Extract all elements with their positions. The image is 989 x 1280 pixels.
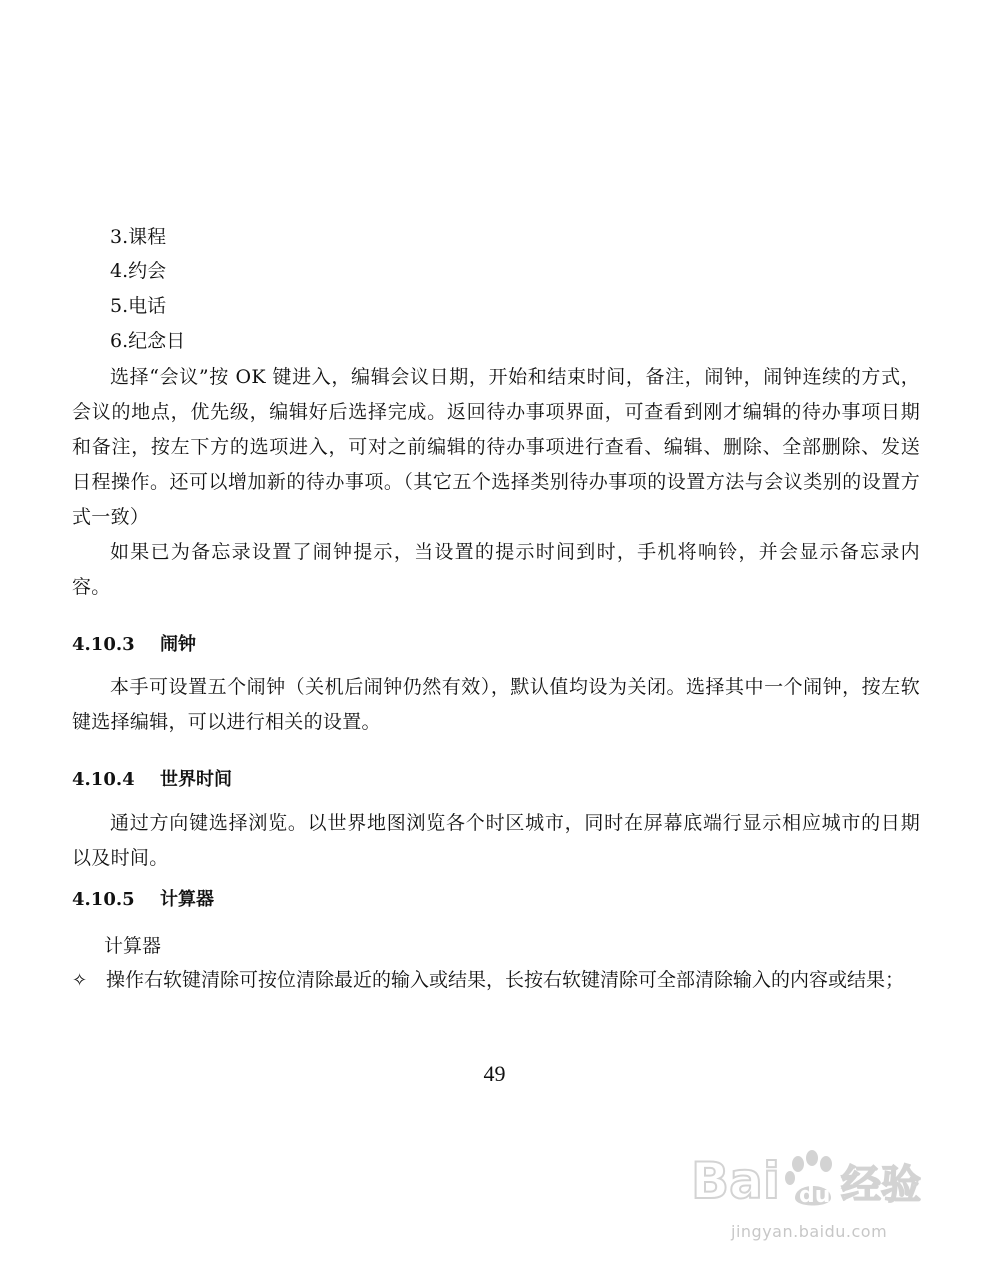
section-title: 世界时间 bbox=[160, 769, 232, 790]
bullet-text: 操作右软键清除可按位清除最近的输入或结果，长按右软键清除可全部清除输入的内容或结果； bbox=[106, 969, 905, 991]
paragraph-alarm: 本手可设置五个闹钟（关机后闹钟仍然有效），默认值均设为关闭。选择其中一个闹钟，按左软键选择编辑，可以进行相关的设置。 bbox=[72, 676, 920, 733]
section-number: 4.10.3 bbox=[72, 634, 135, 655]
four-point-star-icon: ✧ bbox=[72, 970, 88, 991]
section-number: 4.10.4 bbox=[72, 769, 135, 790]
paragraph-alarm-note: 如果已为备忘录设置了闹钟提示，当设置的提示时间到时，手机将响铃，并会显示备忘录内容。 bbox=[72, 541, 920, 598]
page-number: 49 bbox=[483, 1061, 506, 1086]
section-number: 4.10.5 bbox=[72, 889, 135, 910]
section-title: 闹钟 bbox=[160, 634, 196, 655]
baidu-jingyan-logo bbox=[691, 1142, 931, 1218]
paragraph-meeting: 选择“会议”按 OK 键进入，编辑会议日期，开始和结束时间，备注，闹钟，闹钟连续的方式，会议的地点，优先级，编辑好后选择完成。返回待办事项界面，可查看到刚才编辑的待办事项日期和备注，按左下方的选项进入，可对之前编辑的待办事项进行查看、编辑、删除、全部删除、发送日程操作。还可以增加新的待办事项。（其它五个选择类别待办事项的设置方法与会议类别的设置方式一致） bbox=[72, 366, 920, 528]
svg-text:经验: 经验 bbox=[841, 1162, 921, 1208]
watermark bbox=[691, 1142, 931, 1252]
paragraph-world-time: 通过方向键选择浏览。以世界地图浏览各个时区城市，同时在屏幕底端行显示相应城市的日期以及时间。 bbox=[72, 812, 920, 869]
svg-text:du: du bbox=[799, 1183, 831, 1208]
list-item-course: 3.课程 bbox=[110, 226, 167, 248]
bullet-item bbox=[72, 963, 932, 998]
list-item-appointment: 4.约会 bbox=[110, 260, 167, 282]
section-heading-calculator bbox=[72, 888, 214, 912]
list-item-anniversary: 6.纪念日 bbox=[110, 330, 186, 352]
section-heading-alarm bbox=[72, 633, 196, 657]
section-title: 计算器 bbox=[160, 889, 214, 910]
list-item-phone: 5.电话 bbox=[110, 295, 167, 317]
watermark-url: jingyan.baidu.com bbox=[731, 1222, 888, 1241]
svg-text:Bai: Bai bbox=[691, 1152, 780, 1210]
section-heading-world-time bbox=[72, 768, 232, 792]
calculator-label: 计算器 bbox=[104, 935, 162, 957]
